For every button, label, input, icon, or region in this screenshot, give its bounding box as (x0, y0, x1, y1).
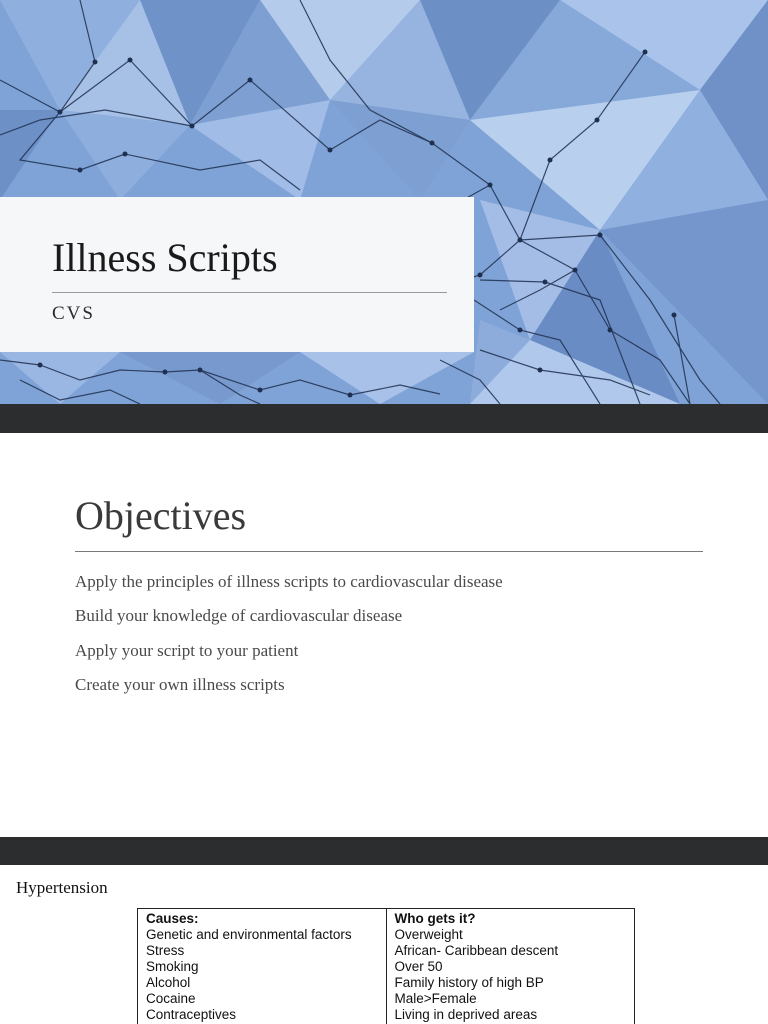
risk-item: Living in deprived areas (394, 1007, 538, 1022)
slide-separator (0, 404, 768, 433)
risk-item: African- Caribbean descent (394, 943, 559, 958)
risk-item: Family history of high BP (394, 975, 544, 990)
table-row (138, 909, 635, 1024)
cause-item: Alcohol (146, 975, 191, 990)
who-gets-it-header: Who gets it? (394, 911, 476, 926)
list-item: Create your own illness scripts (75, 674, 285, 694)
slide-separator (0, 837, 768, 865)
slide-subtitle: CVS (52, 303, 95, 324)
causes-cell (138, 909, 387, 1024)
objectives-divider (75, 551, 703, 552)
title-card (0, 197, 474, 352)
title-divider (52, 292, 447, 293)
objectives-list (75, 571, 503, 708)
objectives-slide (0, 433, 768, 837)
objectives-heading: Objectives (75, 493, 247, 538)
cause-item: Contraceptives (146, 1007, 237, 1022)
risk-item: Over 50 (394, 959, 443, 974)
hypertension-heading: Hypertension (16, 878, 108, 897)
causes-header: Causes: (146, 911, 199, 926)
hypertension-slide (0, 865, 768, 1024)
slide-title: Illness Scripts (52, 235, 278, 280)
cause-item: Stress (146, 943, 185, 958)
cause-item: Cocaine (146, 991, 196, 1006)
list-item: Apply your script to your patient (75, 640, 299, 660)
list-item: Apply the principles of illness scripts to cardiovascular disease (75, 572, 503, 591)
risk-item: Overweight (394, 927, 463, 942)
illness-script-table (137, 908, 635, 1024)
cause-item: Smoking (146, 959, 199, 974)
risk-item: Male>Female (394, 991, 477, 1006)
list-item: Build your knowledge of cardiovascular disease (75, 606, 403, 626)
who-gets-it-cell (386, 909, 635, 1024)
title-slide (0, 0, 768, 404)
cause-item: Genetic and environmental factors (146, 927, 352, 942)
